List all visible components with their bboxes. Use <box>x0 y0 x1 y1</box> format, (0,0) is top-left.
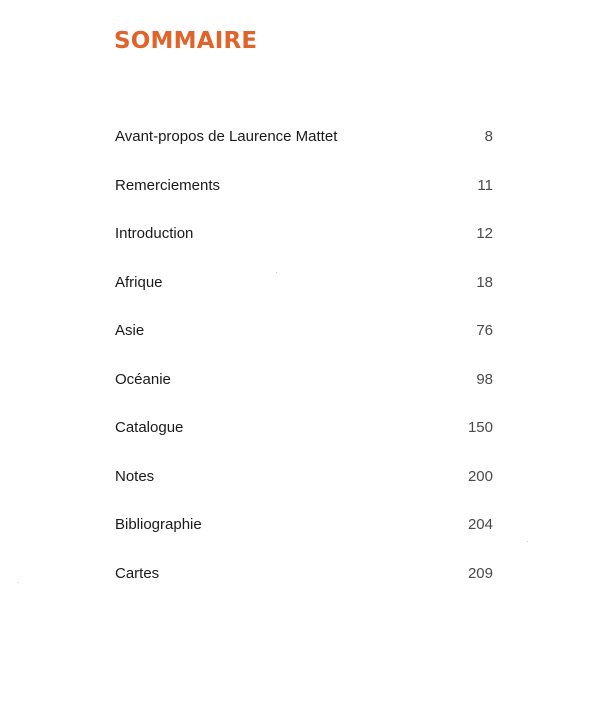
toc-entry-remerciements <box>115 173 493 222</box>
page-title: SOMMAIRE <box>114 28 258 54</box>
toc-entry-bibliographie <box>115 512 493 561</box>
toc-entry-label: Avant-propos de Laurence Mattet <box>115 128 338 145</box>
toc-entry-page-number: 76 <box>476 322 493 339</box>
toc-entry-page-number: 11 <box>477 176 493 194</box>
toc-entry-label: Catalogue <box>115 419 184 436</box>
toc-entry-page-number: 209 <box>467 564 493 582</box>
toc-entry-page-number: 204 <box>467 516 493 533</box>
toc-entry-page-number: 12 <box>476 225 493 242</box>
toc-entry-oceanie <box>115 367 493 416</box>
scan-speck <box>527 541 528 542</box>
toc-entry-label: Notes <box>115 467 155 485</box>
toc-entry-page-number: 8 <box>484 128 493 145</box>
scan-speck <box>18 582 19 583</box>
toc-entry-afrique <box>115 270 493 319</box>
toc-entry-page-number: 200 <box>467 467 493 485</box>
toc-entry-introduction <box>115 221 493 270</box>
toc-entry-label: Afrique <box>115 273 163 291</box>
table-of-contents <box>115 124 493 609</box>
scan-speck <box>276 272 277 273</box>
toc-entry-label: Océanie <box>115 370 171 388</box>
toc-entry-label: Remerciements <box>115 176 221 194</box>
toc-entry-avant-propos <box>115 124 493 173</box>
toc-entry-label: Bibliographie <box>115 516 202 533</box>
toc-entry-asie <box>115 318 493 367</box>
toc-entry-page-number: 18 <box>476 273 493 291</box>
toc-entry-catalogue <box>115 415 493 464</box>
toc-entry-label: Introduction <box>115 225 194 242</box>
toc-entry-label: Asie <box>115 322 145 339</box>
toc-entry-page-number: 98 <box>476 370 493 388</box>
toc-entry-label: Cartes <box>115 564 160 582</box>
toc-entry-page-number: 150 <box>467 419 493 436</box>
toc-entry-cartes <box>115 561 493 610</box>
toc-entry-notes <box>115 464 493 513</box>
